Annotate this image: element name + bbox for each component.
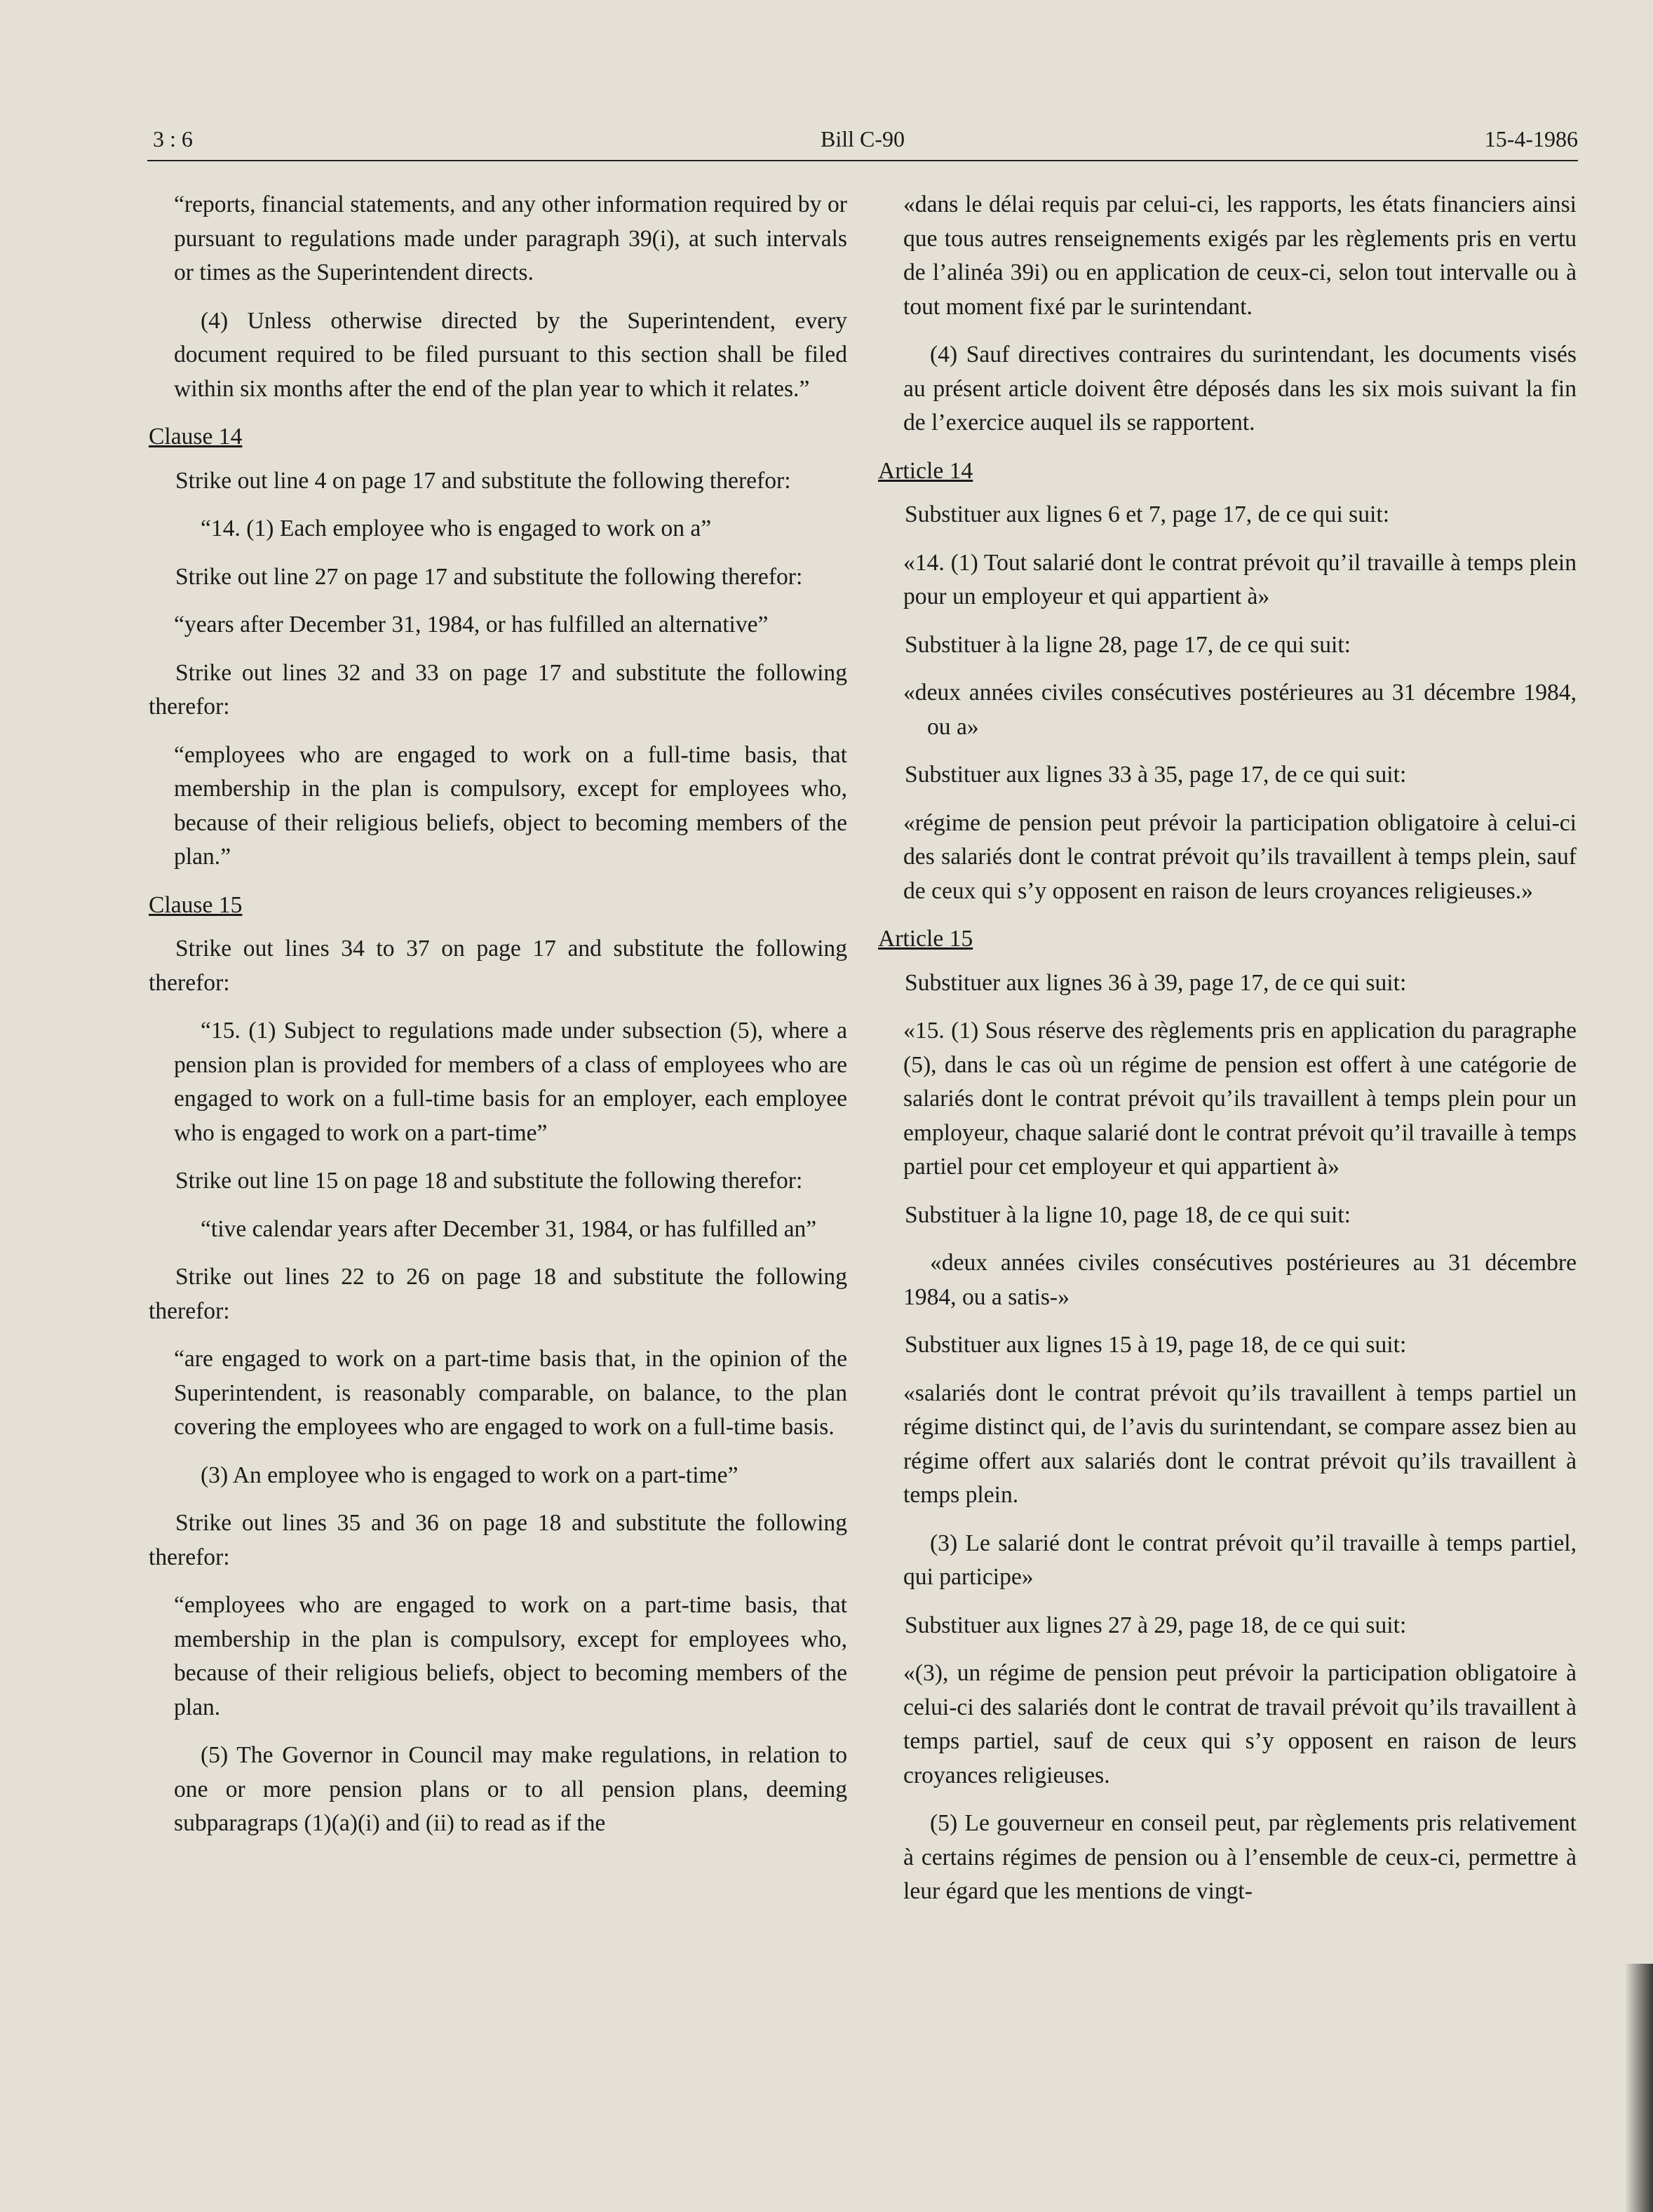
french-quoted-text: (5) Le gouverneur en conseil peut, par règlements pris relativement à certains régimes de pension ou à l’ensemble de ceux-ci, permettre à leur égard que les mentions de vingt- bbox=[903, 1810, 1577, 1904]
french-quoted-text: «salariés dont le contrat prévoit qu’ils travaillent à temps partiel un régime distinct qui, de l’avis du surintendant, se compare assez bien au régime offert aux salariés dont le contrat prévoit qu’ils travaillent à temps plein. bbox=[903, 1380, 1577, 1508]
english-quoted-text: “14. (1) Each employee who is engaged to work on a” bbox=[201, 515, 712, 541]
header-rule bbox=[147, 160, 1578, 161]
page-number: 3 : 6 bbox=[153, 126, 193, 151]
english-quoted-text: “years after December 31, 1984, or has fulfilled an alternative” bbox=[174, 612, 769, 638]
english-column bbox=[149, 188, 847, 1855]
french-clause-heading: Article 15 bbox=[878, 926, 973, 952]
french-amendment-instruction: Substituer aux lignes 36 à 39, page 17, de ce qui suit: bbox=[905, 969, 1407, 996]
french-amendment-instruction: Substituer à la ligne 28, page 17, de ce qui suit: bbox=[905, 631, 1351, 658]
english-amendment-instruction: Strike out line 15 on page 18 and substitute the following therefor: bbox=[175, 1168, 803, 1194]
bill-date: 15-4-1986 bbox=[1484, 126, 1578, 151]
english-quoted-text: “employees who are engaged to work on a part-time basis, that membership in the plan is compulsory, except for employees who, because of their religious beliefs, object to becoming members of the plan. bbox=[174, 1592, 847, 1720]
page-edge-shadow bbox=[1625, 1964, 1653, 2212]
french-clause-heading: Article 14 bbox=[878, 457, 973, 484]
english-clause-heading: Clause 15 bbox=[149, 891, 243, 918]
french-quoted-text: «deux années civiles consécutives postérieures au 31 décembre 1984, ou a satis-» bbox=[903, 1250, 1577, 1310]
bill-title: Bill C-90 bbox=[820, 126, 905, 151]
french-quoted-text: «14. (1) Tout salarié dont le contrat prévoit qu’il travaille à temps plein pour un employeur et qui appartient à» bbox=[903, 549, 1577, 609]
french-quoted-text: «dans le délai requis par celui-ci, les rapports, les états financiers ainsi que tous autres renseignements exigés par les règlements pris en vertu de l’alinéa 39i) ou en application de ceux-ci, selon tout intervalle ou à tout moment fixé par le surintendant. bbox=[903, 191, 1577, 320]
english-quoted-text: “reports, financial statements, and any other information required by or pursuant to regulations made under paragraph 39(i), at such intervals or times as the Superintendent directs. bbox=[174, 191, 847, 285]
english-quoted-text: (3) An employee who is engaged to work on a part-time” bbox=[201, 1462, 738, 1488]
english-amendment-instruction: Strike out line 4 on page 17 and substitute the following therefor: bbox=[175, 467, 791, 494]
french-amendment-instruction: Substituer aux lignes 27 à 29, page 18, de ce qui suit: bbox=[905, 1612, 1407, 1638]
french-quoted-text: (4) Sauf directives contraires du surintendant, les documents visés au présent article doivent être déposés dans les six mois suivant la fin de l’exercice auquel ils se rapportent. bbox=[903, 342, 1577, 436]
page-header bbox=[147, 125, 1578, 160]
english-quoted-text: “employees who are engaged to work on a full-time basis, that membership in the plan is compulsory, except for employees who, because of their religious beliefs, object to becoming members of the plan.” bbox=[174, 741, 847, 870]
english-amendment-instruction: Strike out lines 32 and 33 on page 17 and substitute the following therefor: bbox=[149, 659, 847, 720]
english-quoted-text: “are engaged to work on a part-time basis that, in the opinion of the Superintendent, is reasonably comparable, on balance, to the plan covering the employees who are engaged to work on a full-time basis. bbox=[174, 1346, 847, 1440]
english-quoted-text: “15. (1) Subject to regulations made under subsection (5), where a pension plan is provided for members of a class of employees who are engaged to work on a full-time basis for an employer, each employee who is engaged to work on a part-time” bbox=[174, 1018, 847, 1146]
english-amendment-instruction: Strike out lines 35 and 36 on page 18 and substitute the following therefor: bbox=[149, 1510, 847, 1570]
french-amendment-instruction: Substituer à la ligne 10, page 18, de ce qui suit: bbox=[905, 1201, 1351, 1228]
english-quoted-text: “tive calendar years after December 31, 1984, or has fulfilled an” bbox=[201, 1215, 817, 1242]
french-column bbox=[878, 188, 1577, 1923]
english-amendment-instruction: Strike out lines 34 to 37 on page 17 and substitute the following therefor: bbox=[149, 936, 847, 996]
french-amendment-instruction: Substituer aux lignes 6 et 7, page 17, de ce qui suit: bbox=[905, 501, 1390, 527]
french-amendment-instruction: Substituer aux lignes 15 à 19, page 18, de ce qui suit: bbox=[905, 1332, 1407, 1358]
english-amendment-instruction: Strike out lines 22 to 26 on page 18 and substitute the following therefor: bbox=[149, 1264, 847, 1324]
english-quoted-text: (5) The Governor in Council may make regulations, in relation to one or more pension plans or to all pension plans, deeming subparagraps (1)(a)(i) and (ii) to read as if the bbox=[174, 1742, 847, 1836]
french-quoted-text: (3) Le salarié dont le contrat prévoit qu’il travaille à temps partiel, qui participe» bbox=[903, 1530, 1577, 1590]
english-amendment-instruction: Strike out line 27 on page 17 and substitute the following therefor: bbox=[175, 563, 803, 590]
french-amendment-instruction: Substituer aux lignes 33 à 35, page 17, de ce qui suit: bbox=[905, 762, 1407, 788]
french-quoted-text: «régime de pension peut prévoir la participation obligatoire à celui-ci des salariés dont le contrat prévoit qu’ils travaillent à temps plein, sauf de ceux qui s’y opposent en raison de leurs croyances religieuses.» bbox=[903, 809, 1577, 904]
french-quoted-text: «(3), un régime de pension peut prévoir la participation obligatoire à celui-ci des salariés dont le contrat de travail prévoit qu’ils travaillent à temps partiel, sauf de ceux qui s’y opposent en raison de leurs croyances religieuses. bbox=[903, 1660, 1577, 1788]
english-clause-heading: Clause 14 bbox=[149, 424, 243, 450]
french-quoted-text: «15. (1) Sous réserve des règlements pris en application du paragraphe (5), dans le cas où un régime de pension est offert à une catégorie de salariés dont le contrat prévoit qu’ils travaillent à temps plein pour un employeur, chaque salarié dont le contrat prévoit qu’il travaille à temps partiel pour cet employeur et qui appartient à» bbox=[903, 1018, 1577, 1180]
french-quoted-text: «deux années civiles consécutives postérieures au 31 décembre 1984, ou a» bbox=[903, 680, 1577, 740]
english-quoted-text: (4) Unless otherwise directed by the Superintendent, every document required to be filed pursuant to this section shall be filed within six months after the end of the plan year to which it relates.” bbox=[174, 307, 847, 402]
